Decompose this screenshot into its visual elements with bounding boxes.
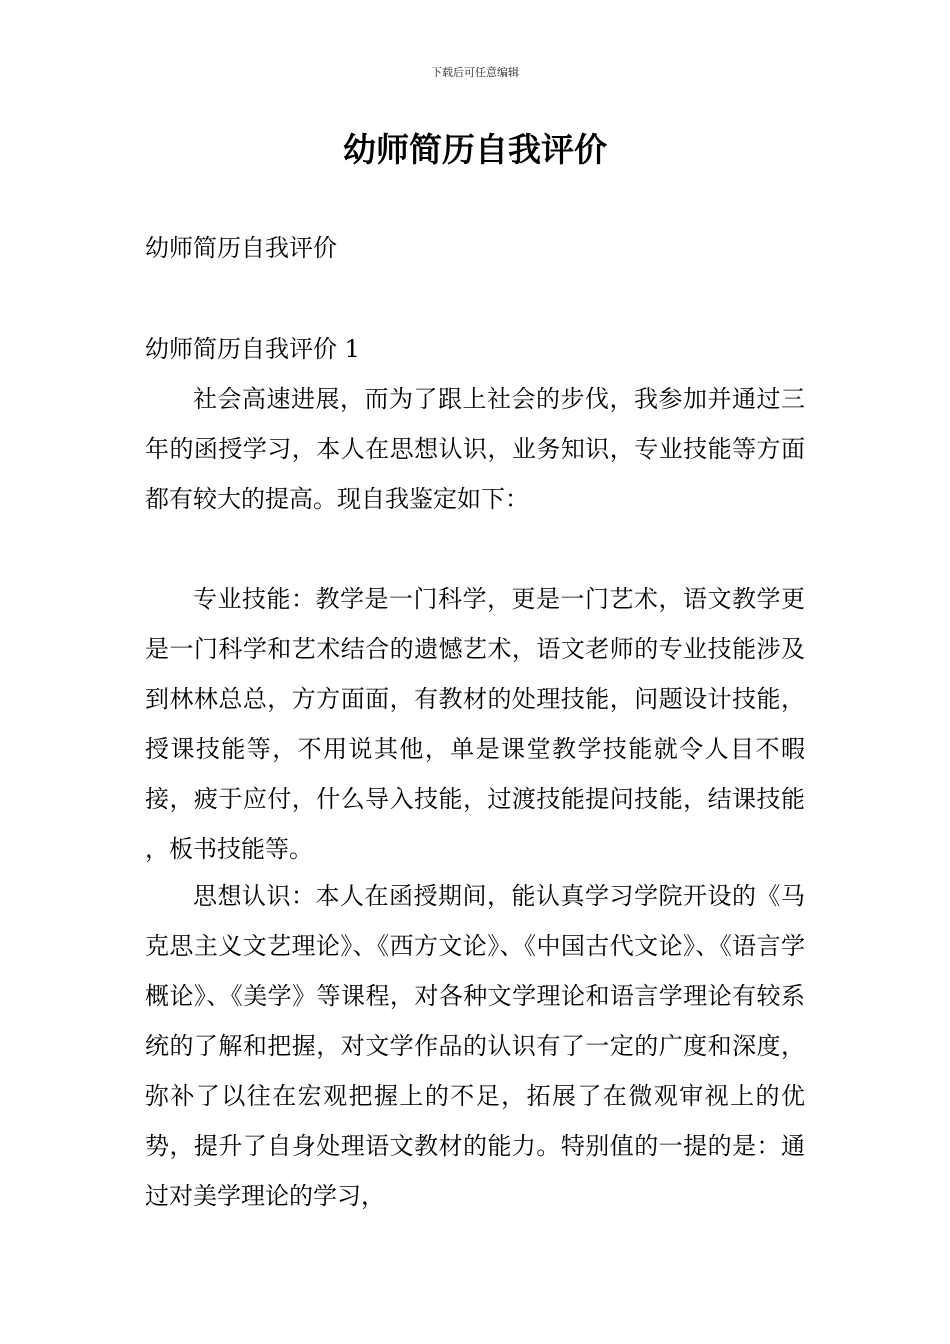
document-subtitle: 幼师简历自我评价 xyxy=(145,234,337,262)
section-title: 幼师简历自我评价 1 xyxy=(145,335,360,363)
paragraph-intro: 社会高速进展，而为了跟上社会的步伐，我参加并通过三年的函授学习，本人在思想认识，业务知识，专业技能等方面都有较大的提高。现自我鉴定如下： xyxy=(145,385,805,513)
paragraph-professional-skills: 专业技能：教学是一门科学，更是一门艺术，语文教学更是一门科学和艺术结合的遗憾艺术，语文老师的专业技能涉及到林林总总，方方面面，有教材的处理技能，问题设计技能，授课技能等，不用说其他，单是课堂教学技能就令人目不暇接，疲于应付，什么导入技能，过渡技能提问技能，结课技能 ，板书技能等。 xyxy=(145,585,805,863)
paragraph-ideological-understanding: 思想认识：本人在函授期间，能认真学习学院开设的《马克思主义文艺理论》、《西方文论》、《中国古代文论》、《语言学概论》、《美学》等课程，对各种文学理论和语言学理论有较系统的了解和把握，对文学作品的认识有了一定的广度和深度，弥补了以往在宏观把握上的不足，拓展了在微观审视上的优势，提升了自身处理语文教材的能力。特别值的一提的是：通过对美学理论的学习， xyxy=(145,882,805,1210)
document-title: 幼师简历自我评价 xyxy=(343,130,607,169)
header-note: 下载后可任意编辑 xyxy=(431,66,519,79)
